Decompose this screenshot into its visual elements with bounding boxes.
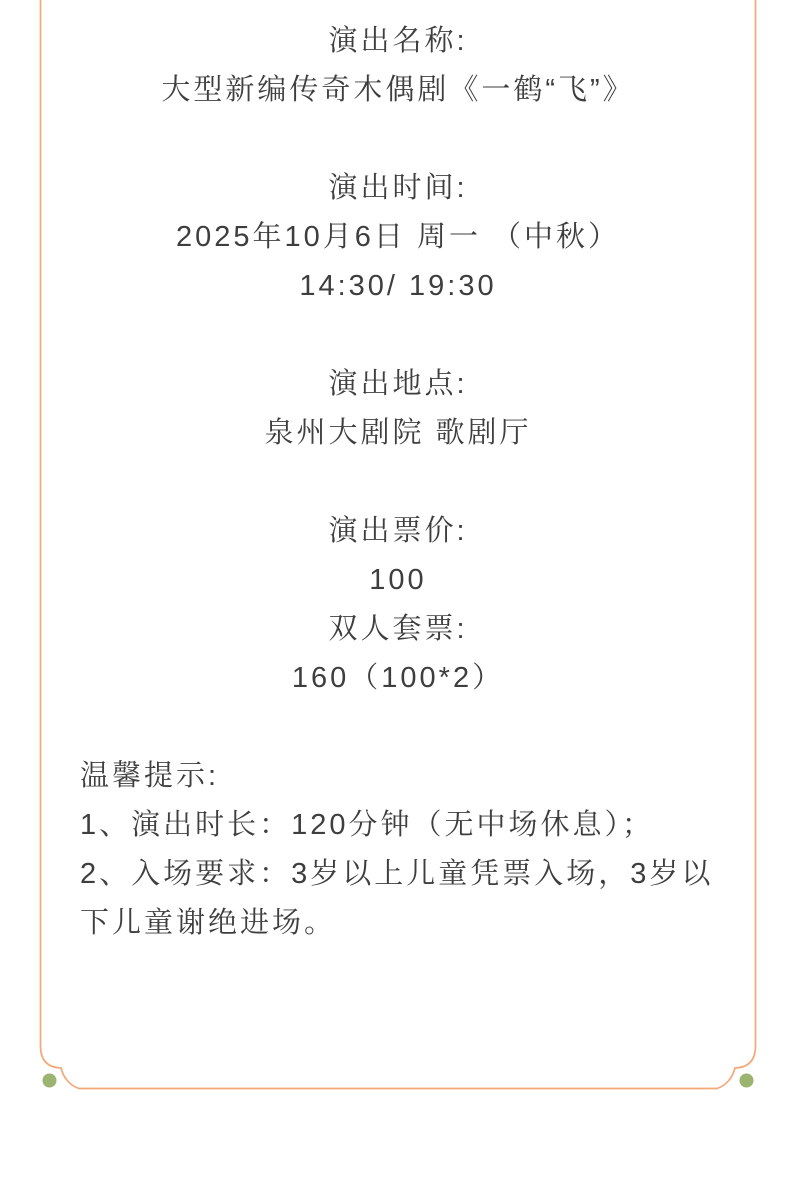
section-show-time xyxy=(40,164,756,311)
venue-name: 泉州大剧院 歌剧厅 xyxy=(264,417,532,449)
section-venue xyxy=(40,360,756,458)
bottom-left-dot xyxy=(43,1074,57,1088)
bottom-right-dot xyxy=(740,1074,754,1088)
section-price xyxy=(40,507,756,703)
show-sessions: 14:30/ 19:30 xyxy=(299,270,497,302)
tips-label: 温馨提示: xyxy=(80,760,220,792)
section-tips xyxy=(40,752,756,948)
show-title: 大型新编传奇木偶剧《一鹤“飞”》 xyxy=(161,74,635,106)
price-double-label: 双人套票: xyxy=(328,613,468,645)
section-show-name xyxy=(40,17,756,115)
poster-content xyxy=(40,0,756,948)
price-double-value: 160（100*2） xyxy=(291,662,505,694)
venue-label: 演出地点: xyxy=(328,368,468,400)
tip-duration: 1、演出时长：120分钟（无中场休息）； xyxy=(80,809,655,841)
tip-admission-part2: 下儿童谢绝进场。 xyxy=(80,907,337,939)
tip-admission-part1: 2、入场要求：3岁以上儿童凭票入场，3岁以 xyxy=(80,858,714,890)
show-date: 2025年10月6日 周一 （中秋） xyxy=(175,221,620,253)
price-label: 演出票价: xyxy=(328,515,468,547)
show-time-label: 演出时间: xyxy=(328,172,468,204)
show-name-label: 演出名称: xyxy=(328,25,468,57)
price-single: 100 xyxy=(369,564,427,596)
